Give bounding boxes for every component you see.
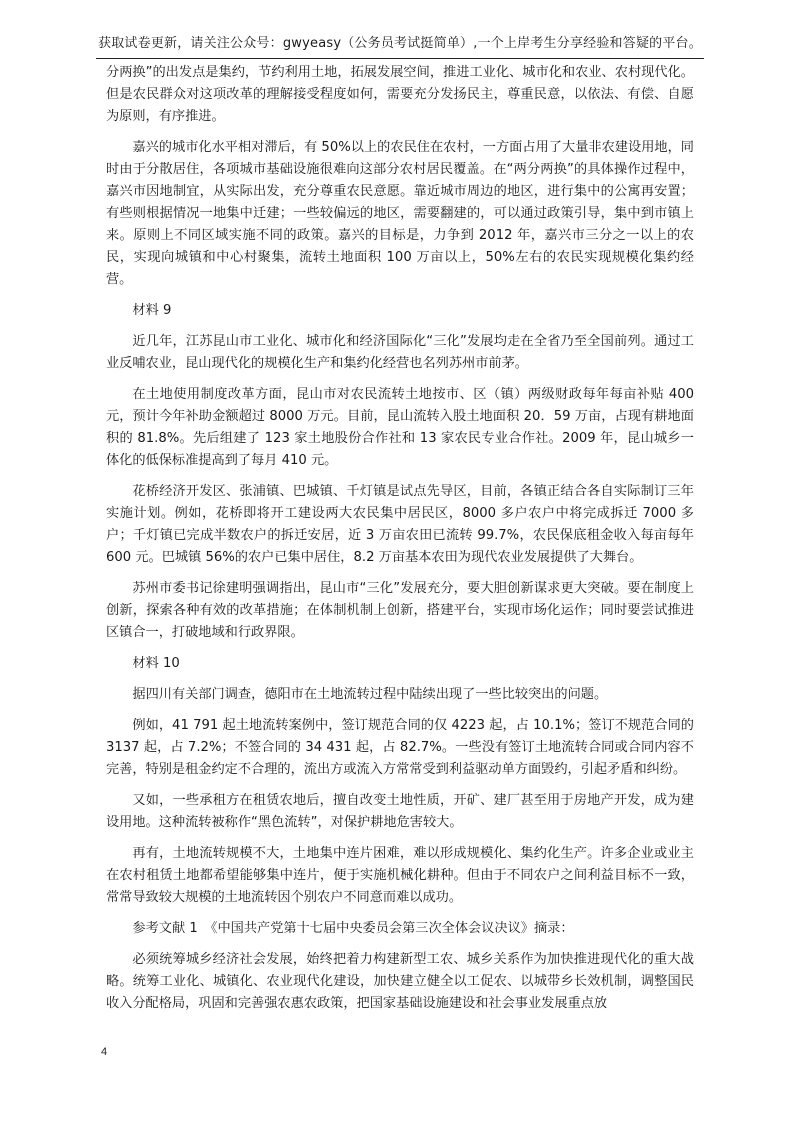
paragraph-continuation: 分两换”的出发点是集约，节约利用土地，拓展发展空间，推进工业化、城市化和农业、农村现代化。但是农民群众对这项改革的理解接受程度如何，需要充分发扬民主，尊重民意，以依法、有偿、自愿为原则，有序推进。 [106, 65, 694, 124]
paragraph-scale-problem: 再有，土地流转规模不大，土地集中连片困难，难以形成规模化、集约化生产。许多企业或业主在农村租赁土地都希望能够集中连片，便于实施机械化耕种。但由于不同农户之间利益目标不一致，常常导致较大规模的土地流转因个别农户不同意而难以成功。 [106, 846, 694, 905]
document-body [106, 62, 694, 1024]
paragraph-sichuan-survey: 据四川有关部门调查，德阳市在土地流转过程中陆续出现了一些比较突出的问题。 [132, 687, 608, 702]
page-number: 4 [101, 1046, 108, 1058]
paragraph-land-reform: 在土地使用制度改革方面，昆山市对农民流转土地按市、区（镇）两级财政每年每亩补贴 400 元，预计今年补助金额超过 8000 万元。目前，昆山流转入股土地面积 20．59 万亩，占现有耕地面积的 81.8%。先后组建了 123 家土地股份合作社和 13 家农民专业合作社。2009 年，昆山城乡一体化的低保标准提高到了每月 410 元。 [106, 387, 694, 468]
page-header: 获取试卷更新，请关注公众号：gwyeasy（公务员考试挺简单）,一个上岸考生分享经验和答疑的平台。 [96, 32, 704, 59]
paragraph-jiaxing: 嘉兴的城市化水平相对滞后，有 50%以上的农民住在农村，一方面占用了大量非农建设用地，同时由于分散居住，各项城市基础设施很难向这部分农村居民覆盖。在“两分两换”的具体操作过程中，嘉兴市因地制宜，从实际出发，充分尊重农民意愿。靠近城市周边的地区，进行集中的公寓再安置；有些则根据情况一地集中迁建；一些较偏远的地区，需要翻建的，可以通过政策引导，集中到市镇上来。原则上不同区域实施不同的政策。嘉兴的目标是，力争到 2012 年，嘉兴市三分之一以上的农民，实现向城镇和中心村聚集，流转土地面积 100 万亩以上，50%左右的农民实现规模化集约经营。 [106, 140, 694, 287]
section-heading-material-10: 材料 10 [132, 656, 180, 671]
reference-heading-1: 参考文献 1 《中国共产党第十七届中央委员会第三次全体会议决议》摘录： [132, 921, 574, 936]
paragraph-black-transfer: 又如，一些承租方在租赁农地后，擅自改变土地性质，开矿、建厂甚至用于房地产开发，成为建设用地。这种流转被称作“黑色流转”，对保护耕地危害较大。 [106, 793, 694, 830]
paragraph-contract-stats: 例如，41 791 起土地流转案例中，签订规范合同的仅 4223 起，占 10.1%；签订不规范合同的 3137 起，占 7.2%；不签合同的 34 431 起，占 82.7%。一些没有签订土地流转合同或合同内容不完善，特别是租金约定不合理的，流出方或流入方常常受到利益驱动单方面毁约，引起矛盾和纠纷。 [106, 718, 694, 777]
paragraph-suzhou-secretary: 苏州市委书记徐建明强调指出，昆山市“三化”发展充分，要大胆创新谋求更大突破。要在制度上创新，探索各种有效的改革措施；在体制机制上创新，搭建平台，实现市场化运作；同时要尝试推进区镇合一，打破地域和行政界限。 [106, 581, 694, 640]
paragraph-reference-excerpt: 必须统筹城乡经济社会发展，始终把着力构建新型工农、城乡关系作为加快推进现代化的重大战略。统筹工业化、城镇化、农业现代化建设，加快建立健全以工促农、以城带乡长效机制，调整国民收入分配格局，巩固和完善强农惠农政策，把国家基础设施建设和社会事业发展重点放 [106, 952, 694, 1011]
section-heading-material-9: 材料 9 [132, 303, 172, 318]
paragraph-pilot-zones: 花桥经济开发区、张浦镇、巴城镇、千灯镇是试点先导区，目前，各镇正结合各自实际制订三年实施计划。例如，花桥即将开工建设两大农民集中居民区，8000 多户农户中将完成拆迁 7000 多户；千灯镇已完成半数农户的拆迁安居，近 3 万亩农田已流转 99.7%，农民保底租金收入每亩每年 600 元。巴城镇 56%的农户已集中居住，8.2 万亩基本农田为现代农业发展提供了大舞台。 [106, 484, 694, 565]
paragraph-kunshan-intro: 近几年，江苏昆山市工业化、城市化和经济国际化“三化”发展均走在全省乃至全国前列。通过工业反哺农业，昆山现代化的规模化生产和集约化经营也名列苏州市前茅。 [106, 334, 694, 371]
